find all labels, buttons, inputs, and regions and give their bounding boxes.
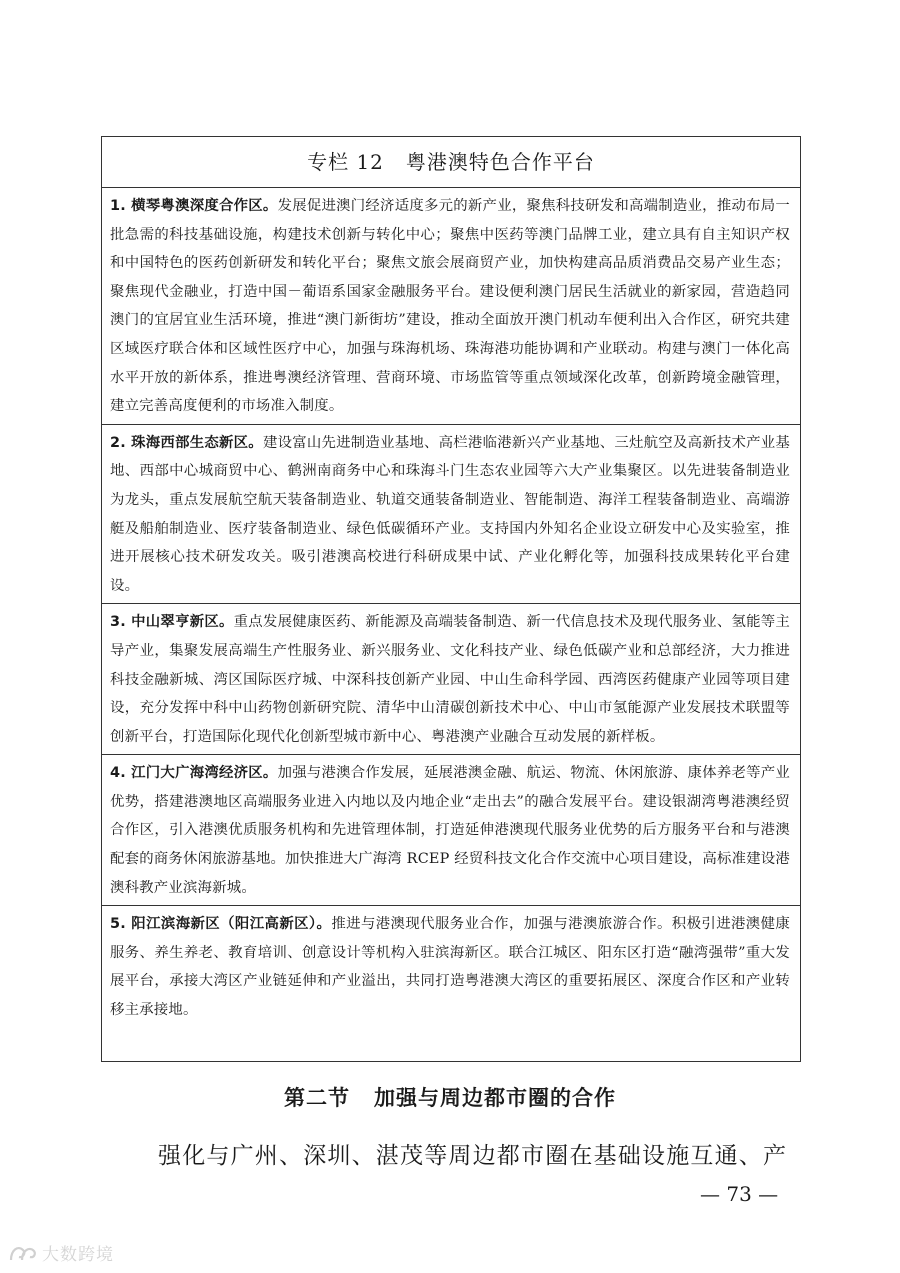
section-body: 建设富山先进制造业基地、高栏港临港新兴产业基地、三灶航空及高新技术产业基地、西部中心城商贸中心、鹤洲南商务中心和珠海斗门生态农业园等六大产业集聚区。以先进装备制造业为龙头，重点发展航空航天装备制造业、轨道交通装备制造业、智能制造、海洋工程装备制造业、高端游艇及船舶制造业、医疗装备制造业、绿色低碳循环产业。支持国内外知名企业设立研发中心及实验室，推进开展核心技术研发攻关。吸引港澳高校进行科研成果中试、产业化孵化等，加强科技成果转化平台建设。 xyxy=(110,434,791,594)
column-sections xyxy=(102,188,800,1028)
section-hengqin xyxy=(102,188,800,425)
page-number: — 73 — xyxy=(700,1182,779,1206)
section-heading-text: 加强与周边都市圈的合作 xyxy=(374,1086,616,1110)
section-zhongshan-cuiheng xyxy=(102,604,800,755)
watermark-logo-icon xyxy=(8,1242,38,1264)
section-head: 2. 珠海西部生态新区。 xyxy=(110,434,263,451)
column-title-text: 粤港澳特色合作平台 xyxy=(405,150,595,174)
section-zhuhai-west xyxy=(102,425,800,605)
column-title xyxy=(102,137,800,188)
section-head: 4. 江门大广海湾经济区。 xyxy=(110,765,278,782)
section-body: 推进与港澳现代服务业合作，加强与港澳旅游合作。积极引进港澳健康服务、养生养老、教育培训、创意设计等机构入驻滨海新区。联合江城区、阳东区打造“融湾强带”重大发展平台，承接大湾区产业链延伸和产业溢出，共同打造粤港澳大湾区的重要拓展区、深度合作区和产业转移主承接地。 xyxy=(110,916,790,1019)
section-yangjiang-binhai xyxy=(102,906,800,1027)
section-heading xyxy=(0,1082,900,1112)
section-head: 5. 阳江滨海新区（阳江高新区）。 xyxy=(110,916,332,933)
section-heading-number: 第二节 xyxy=(284,1086,350,1110)
section-body: 重点发展健康医药、新能源及高端装备制造、新一代信息技术及现代服务业、氢能等主导产业，集聚发展高端生产性服务业、新兴服务业、文化科技产业、绿色低碳产业和总部经济，大力推进科技金融新城、湾区国际医疗城、中深科技创新产业园、中山生命科学园、西湾医药健康产业园等项目建设，充分发挥中科中山药物创新研究院、清华中山清碳创新技术中心、中山市氢能源产业发展技术联盟等创新平台，打造国际化现代化创新型城市新中心、粤港澳产业融合互动发展的新样板。 xyxy=(110,614,790,745)
section-body: 加强与港澳合作发展，延展港澳金融、航运、物流、休闲旅游、康体养老等产业优势，搭建港澳地区高端服务业进入内地以及内地企业“走出去”的融合发展平台。建设银湖湾粤港澳经贸合作区，引入港澳优质服务机构和先进管理体制，打造延伸港澳现代服务业优势的后方服务平台和与港澳配套的商务休闲旅游基地。加快推进大广海湾 RCEP 经贸科技文化合作交流中心项目建设，高标准建设港澳科教产业滨海新城。 xyxy=(110,765,790,896)
section-head: 1. 横琴粤澳深度合作区。 xyxy=(110,198,278,214)
watermark-text: 大数跨境 xyxy=(42,1245,114,1265)
column-title-number: 专栏 12 xyxy=(307,150,384,174)
watermark xyxy=(8,1240,114,1265)
section-head: 3. 中山翠亨新区。 xyxy=(110,614,234,631)
body-paragraph-line: 强化与广州、深圳、湛茂等周边都市圈在基础设施互通、产 xyxy=(158,1143,788,1169)
column-box xyxy=(101,136,801,1062)
section-body: 发展促进澳门经济适度多元的新产业，聚焦科技研发和高端制造业，推动布局一批急需的科技基础设施，构建技术创新与转化中心；聚焦中医药等澳门品牌工业，建立具有自主知识产权和中国特色的医药创新研发和转化平台；聚焦文旅会展商贸产业，加快构建高品质消费品交易产业生态；聚焦现代金融业，打造中国－葡语系国家金融服务平台。建设便利澳门居民生活就业的新家园，营造趋同澳门的宜居宜业生活环境，推进“澳门新街坊”建设，推动全面放开澳门机动车便利出入合作区，研究共建区域医疗联合体和区域性医疗中心，加强与珠海机场、珠海港功能协调和产业联动。构建与澳门一体化高水平开放的新体系，推进粤澳经济管理、营商环境、市场监管等重点领域深化改革，创新跨境金融管理，建立完善高度便利的市场准入制度。 xyxy=(110,198,790,415)
section-jiangmen-daguanghai xyxy=(102,755,800,906)
